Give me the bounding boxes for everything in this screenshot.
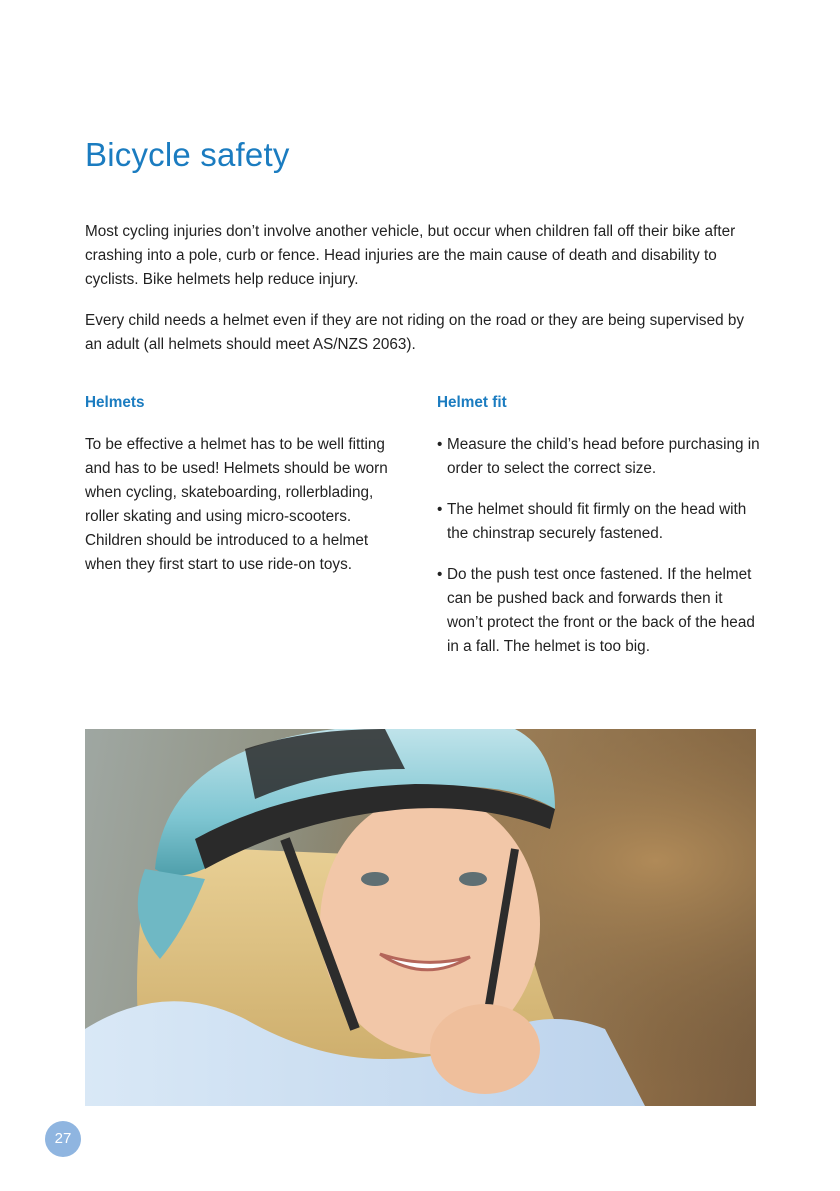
bullet-glyph: •	[437, 566, 443, 583]
intro-text	[85, 220, 757, 374]
helmets-heading: Helmets	[85, 394, 145, 411]
list-item: • Do the push test once fastened. If the helmet can be pushed back and forwards then it won’t protect the front or the back of the head in a fall. The helmet is too big.	[437, 563, 762, 659]
bullet-glyph: •	[437, 436, 443, 453]
list-item: • The helmet should fit firmly on the head with the chinstrap securely fastened.	[437, 498, 762, 546]
child-helmet-illustration	[85, 729, 756, 1106]
page-number-badge: 27	[45, 1121, 81, 1157]
page-title: Bicycle safety	[85, 136, 290, 173]
child-helmet-photo	[85, 729, 756, 1106]
helmets-section	[85, 393, 405, 577]
helmet-fit-list	[437, 433, 762, 659]
bullet-glyph: •	[437, 501, 443, 518]
helmet-fit-section	[437, 393, 762, 676]
helmets-body: To be effective a helmet has to be well fitting and has to be used! Helmets should be worn when cycling, skateboarding, rollerblading, roller skating and using micro-scooters. Children should be introduced to a helmet when they first start to use ride-on toys.	[85, 436, 388, 573]
intro-paragraph: Most cycling injuries don’t involve another vehicle, but occur when children fall off their bike after crashing into a pole, curb or fence. Head injuries are the main cause of death and disability to cyclists. Bike helmets help reduce injury.	[85, 223, 736, 288]
intro-paragraph: Every child needs a helmet even if they are not riding on the road or they are being supervised by an adult (all helmets should meet AS/NZS 2063).	[85, 312, 745, 353]
list-item: • Measure the child’s head before purchasing in order to select the correct size.	[437, 433, 762, 481]
helmet-fit-heading: Helmet fit	[437, 394, 507, 411]
